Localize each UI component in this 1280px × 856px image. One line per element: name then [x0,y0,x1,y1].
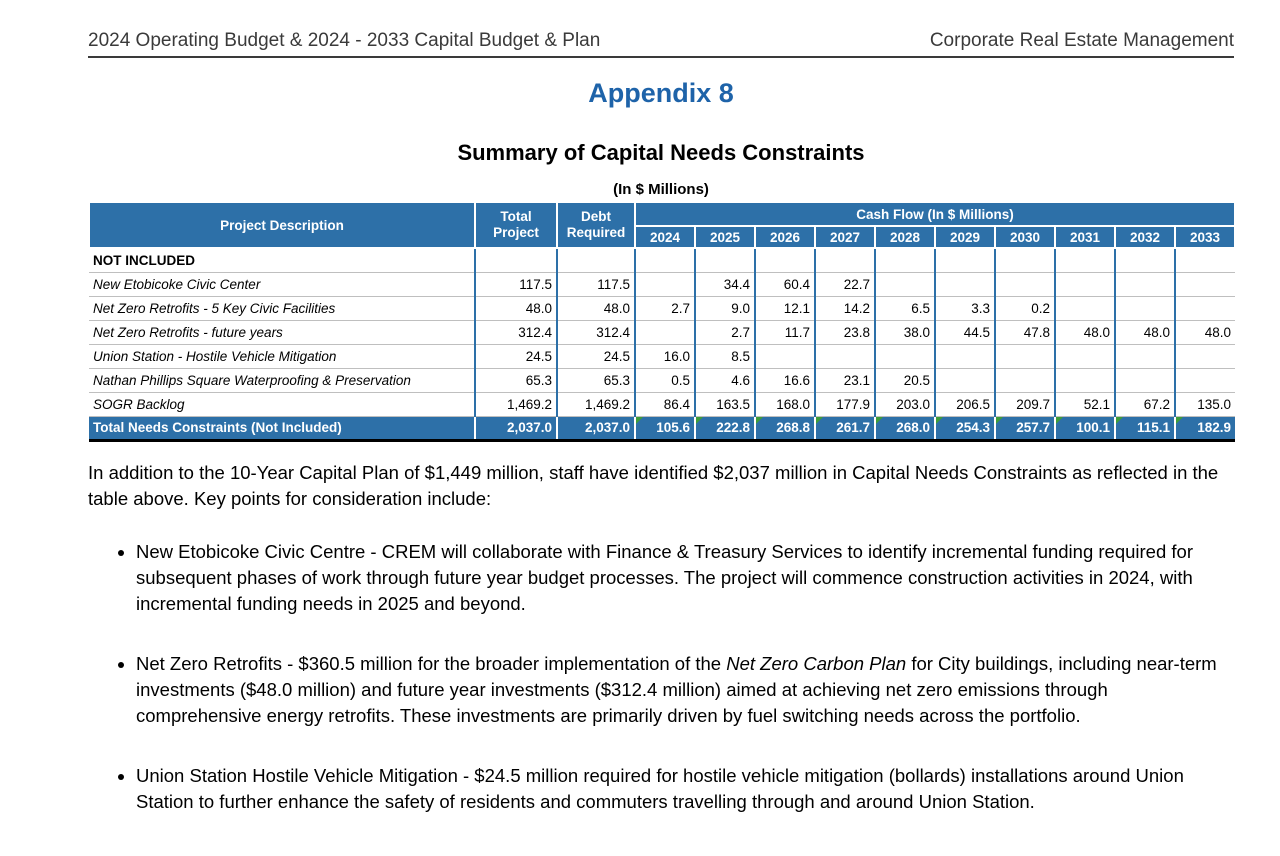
cell-debt: 48.0 [557,296,635,320]
cell-year [935,344,995,368]
col-header-total-line2: Project [493,225,539,240]
cell-debt: 24.5 [557,344,635,368]
cell-year: 16.6 [755,368,815,392]
cell-year: 22.7 [815,272,875,296]
cell-year [1115,368,1175,392]
table-total-row [89,416,1235,440]
cell-year: 8.5 [695,344,755,368]
cell-year: 48.0 [1055,320,1115,344]
table-row [89,320,1235,344]
cell-year [995,368,1055,392]
cell-year: 2.7 [635,296,695,320]
cell-year [1175,248,1235,272]
cell-year [1115,248,1175,272]
col-header-year: 2025 [695,226,755,248]
cell-year: 38.0 [875,320,935,344]
cell-debt: 65.3 [557,368,635,392]
cell-year: 34.4 [695,272,755,296]
comment-flag-icon [936,417,943,424]
cell-year [635,320,695,344]
cell-year [935,272,995,296]
running-header [88,30,1234,58]
cell-year [1175,344,1235,368]
cell-year [995,248,1055,272]
cell-year [875,272,935,296]
cell-year [635,248,695,272]
bullet-text-italic: Net Zero Carbon Plan [726,652,907,674]
cell-year [1115,344,1175,368]
cell-total: 65.3 [475,368,557,392]
table-header-row-1 [89,202,1235,226]
cell-value: 268.8 [776,420,810,435]
header-divider [874,56,930,58]
cell-year [1115,272,1175,296]
cell-year: 16.0 [635,344,695,368]
cell-year-total [935,416,995,440]
cell-year: 2.7 [695,320,755,344]
cell-year [755,344,815,368]
cell-total: 48.0 [475,296,557,320]
cell-total: 2,037.0 [475,416,557,440]
capital-needs-table [88,201,1236,442]
cell-year [1175,272,1235,296]
cell-year: 23.8 [815,320,875,344]
cell-year: 177.9 [815,392,875,416]
col-header-cash-flow: Cash Flow (In $ Millions) [635,202,1235,226]
cell-year-total [995,416,1055,440]
cell-year: 4.6 [695,368,755,392]
bullet-text: Union Station Hostile Vehicle Mitigation - $24.5 million required for hostile vehicle mitigation (bollards) installations around Union Station to further enhance the safety of residents and commuters travelling through and around Union Station. [136,764,1184,812]
table-row [89,392,1235,416]
bullet-text: for City buildings, including near-term investments ($48.0 million) and future year investments ($312.4 million) aimed at achieving net zero emissions through comprehensive energy retrofits. These investments are primarily driven by fuel switching needs across the portfolio. [136,652,1217,726]
col-header-year: 2032 [1115,226,1175,248]
cell-year [1175,368,1235,392]
project-name-cell: SOGR Backlog [89,392,475,416]
list-item [136,763,1234,815]
cell-year: 86.4 [635,392,695,416]
cell-year [1055,272,1115,296]
cell-year [695,248,755,272]
col-header-year: 2028 [875,226,935,248]
cell-year: 14.2 [815,296,875,320]
cell-year [1055,248,1115,272]
cell-total: 1,469.2 [475,392,557,416]
cell-year: 11.7 [755,320,815,344]
cell-year: 135.0 [1175,392,1235,416]
cell-year [935,368,995,392]
cell-year: 52.1 [1055,392,1115,416]
col-header-debt-line2: Required [566,225,626,240]
table-body [89,248,1235,440]
cell-year-total [755,416,815,440]
bullet-text: New Etobicoke Civic Centre - CREM will collaborate with Finance & Treasury Services to identify incremental funding required for subsequent phases of work through future year budget processes. The project will commence construction activities in 2024, with incremental funding needs in 2025 and beyond. [136,540,1193,614]
cell-year [815,248,875,272]
project-name-cell: New Etobicoke Civic Center [89,272,475,296]
cell-total: 24.5 [475,344,557,368]
cell-year [875,344,935,368]
col-header-year: 2030 [995,226,1055,248]
cell-year: 168.0 [755,392,815,416]
col-header-year: 2027 [815,226,875,248]
cell-value: 105.6 [656,420,690,435]
col-header-year: 2029 [935,226,995,248]
cell-year: 67.2 [1115,392,1175,416]
cell-year [995,344,1055,368]
cell-value: 268.0 [896,420,930,435]
cell-year [875,248,935,272]
cell-year: 6.5 [875,296,935,320]
cell-total: 312.4 [475,320,557,344]
comment-flag-icon [1176,417,1183,424]
section-label-cell: NOT INCLUDED [89,248,475,272]
list-item [136,539,1234,617]
list-item [136,651,1234,729]
page-title: Summary of Capital Needs Constraints [457,140,865,165]
cell-value: 182.9 [1197,420,1232,435]
comment-flag-icon [756,417,763,424]
col-header-year: 2031 [1055,226,1115,248]
cell-year [815,344,875,368]
cell-value: 222.8 [716,420,750,435]
cell-year: 44.5 [935,320,995,344]
cell-year [635,272,695,296]
appendix-title: Appendix 8 [588,78,734,108]
col-header-total-line1: Total [500,209,532,225]
cell-year [1055,368,1115,392]
document-page [88,30,1234,815]
comment-flag-icon [1056,417,1063,424]
cell-year: 0.2 [995,296,1055,320]
cell-debt [557,248,635,272]
cell-year: 203.0 [875,392,935,416]
total-label-cell: Total Needs Constraints (Not Included) [89,416,475,440]
cell-total [475,248,557,272]
table-header [89,202,1235,248]
cell-value: 115.1 [1136,420,1170,435]
col-header-year: 2026 [755,226,815,248]
cell-year: 206.5 [935,392,995,416]
cell-year: 48.0 [1175,320,1235,344]
intro-paragraph: In addition to the 10-Year Capital Plan of $1,449 million, staff have identified $2,037 million in Capital Needs Constraints as reflected in the table above. Key points for consideration include: [88,461,1219,509]
cell-year: 3.3 [935,296,995,320]
col-header-year: 2024 [635,226,695,248]
cell-value: 261.7 [836,420,870,435]
cell-year: 47.8 [995,320,1055,344]
cell-year: 23.1 [815,368,875,392]
col-header-year: 2033 [1175,226,1235,248]
col-header-total-project [475,202,557,248]
project-name-cell: Net Zero Retrofits - 5 Key Civic Facilities [89,296,475,320]
cell-year [1055,344,1115,368]
cell-value: 257.7 [1016,420,1050,435]
header-department: Corporate Real Estate Management [930,30,1234,58]
bullet-text: Net Zero Retrofits - $360.5 million for the broader implementation of the [136,652,727,674]
key-points-list [88,539,1234,815]
table-row [89,296,1235,320]
cell-debt: 312.4 [557,320,635,344]
cell-debt: 117.5 [557,272,635,296]
col-header-debt-line1: Debt [581,209,611,225]
table-row [89,272,1235,296]
project-name-cell: Union Station - Hostile Vehicle Mitigation [89,344,475,368]
cell-year-total [815,416,875,440]
cell-value: 254.3 [956,420,990,435]
cell-year-total [1055,416,1115,440]
comment-flag-icon [696,417,703,424]
cell-year-total [635,416,695,440]
col-header-debt-required [557,202,635,248]
comment-flag-icon [1116,417,1123,424]
cell-year-total [875,416,935,440]
cell-debt: 1,469.2 [557,392,635,416]
cell-year: 163.5 [695,392,755,416]
cell-year [755,248,815,272]
cell-year [995,272,1055,296]
cell-year-total [695,416,755,440]
cell-year: 60.4 [755,272,815,296]
cell-year-total [1115,416,1175,440]
cell-debt: 2,037.0 [557,416,635,440]
cell-year [1055,296,1115,320]
section-row [89,248,1235,272]
cell-year: 209.7 [995,392,1055,416]
cell-year: 0.5 [635,368,695,392]
header-budget-title: 2024 Operating Budget & 2024 - 2033 Capital Budget & Plan [88,30,874,58]
table-units-label: (In $ Millions) [613,181,709,198]
project-name-cell: Nathan Phillips Square Waterproofing & Preservation [89,368,475,392]
cell-total: 117.5 [475,272,557,296]
cell-year [1115,296,1175,320]
cell-year: 12.1 [755,296,815,320]
table-row [89,368,1235,392]
cell-year [935,248,995,272]
cell-year [1175,296,1235,320]
cell-year: 20.5 [875,368,935,392]
comment-flag-icon [876,417,883,424]
col-header-project-description: Project Description [89,202,475,248]
table-row [89,344,1235,368]
cell-value: 100.1 [1076,420,1110,435]
cell-year-total [1175,416,1235,440]
comment-flag-icon [816,417,823,424]
comment-flag-icon [636,417,643,424]
comment-flag-icon [996,417,1003,424]
project-name-cell: Net Zero Retrofits - future years [89,320,475,344]
cell-year: 48.0 [1115,320,1175,344]
cell-year: 9.0 [695,296,755,320]
